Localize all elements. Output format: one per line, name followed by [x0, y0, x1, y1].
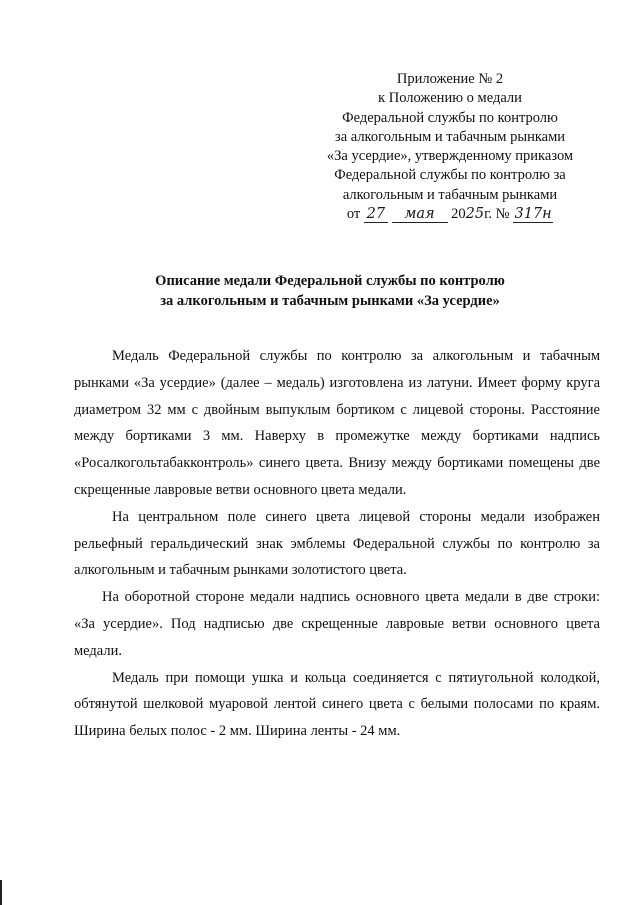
paragraph-central-field: На центральном поле синего цвета лицевой стороны медали изображен рельефный геральдический знак эмблемы Федеральной службы по контролю за алкогольным и табачным рынками золотистого цвета.	[74, 508, 600, 579]
document-body	[74, 343, 600, 745]
appendix-line: Федеральной службы по контролю за	[334, 167, 566, 184]
order-date-line	[300, 205, 600, 224]
paragraph-reverse-side: На оборотной стороне медали надпись основного цвета медали в две строки: «За усердие». Под надписью две скрещенные лавровые ветви основного цвета медали.	[74, 589, 600, 659]
handwritten-month: мая	[392, 207, 448, 223]
paragraph-front-side: Медаль Федеральной службы по контролю за алкогольным и табачным рынками «За усердие» (далее – медаль) изготовлена из латуни. Имеет форму круга диаметром 32 мм с двойным выпуклым бортиком с лицевой стороны. Расстояние между бортиками 3 мм. Наверху в промежутке между бортиками надпись «Росалкогольтабакконтроль» синего цвета. Внизу между бортиками помещены две скрещенные лавровые ветви основного цвета медали.	[74, 348, 600, 498]
title-line-2: за алкогольным и табачным рынками «За усердие»	[160, 292, 500, 309]
year-suffix: г. №	[484, 206, 510, 223]
appendix-line: алкогольным и табачным рынками	[342, 186, 558, 203]
appendix-block	[300, 70, 600, 224]
appendix-line: Федеральной службы по контролю	[342, 109, 558, 126]
year-prefix: 20	[451, 206, 466, 223]
appendix-line: к Положению о медали	[378, 90, 522, 107]
handwritten-year: 25	[465, 206, 485, 223]
handwritten-day: 27	[364, 207, 388, 223]
handwritten-order-number: 317н	[514, 206, 552, 223]
scan-edge-mark	[0, 880, 2, 905]
date-prefix: от	[346, 206, 361, 223]
paragraph-ribbon: Медаль при помощи ушка и кольца соединяется с пятиугольной колодкой, обтянутой шелковой муаровой лентой синего цвета с белыми полосами по краям. Ширина белых полос - 2 мм. Ширина ленты - 24 мм.	[74, 669, 600, 740]
appendix-line: за алкогольным и табачным рынками	[334, 128, 566, 145]
appendix-line: «За усердие», утвержденному приказом	[326, 148, 574, 165]
title-line-1: Описание медали Федеральной службы по контролю	[155, 273, 505, 289]
appendix-line: Приложение № 2	[396, 71, 504, 87]
document-title	[60, 272, 600, 311]
